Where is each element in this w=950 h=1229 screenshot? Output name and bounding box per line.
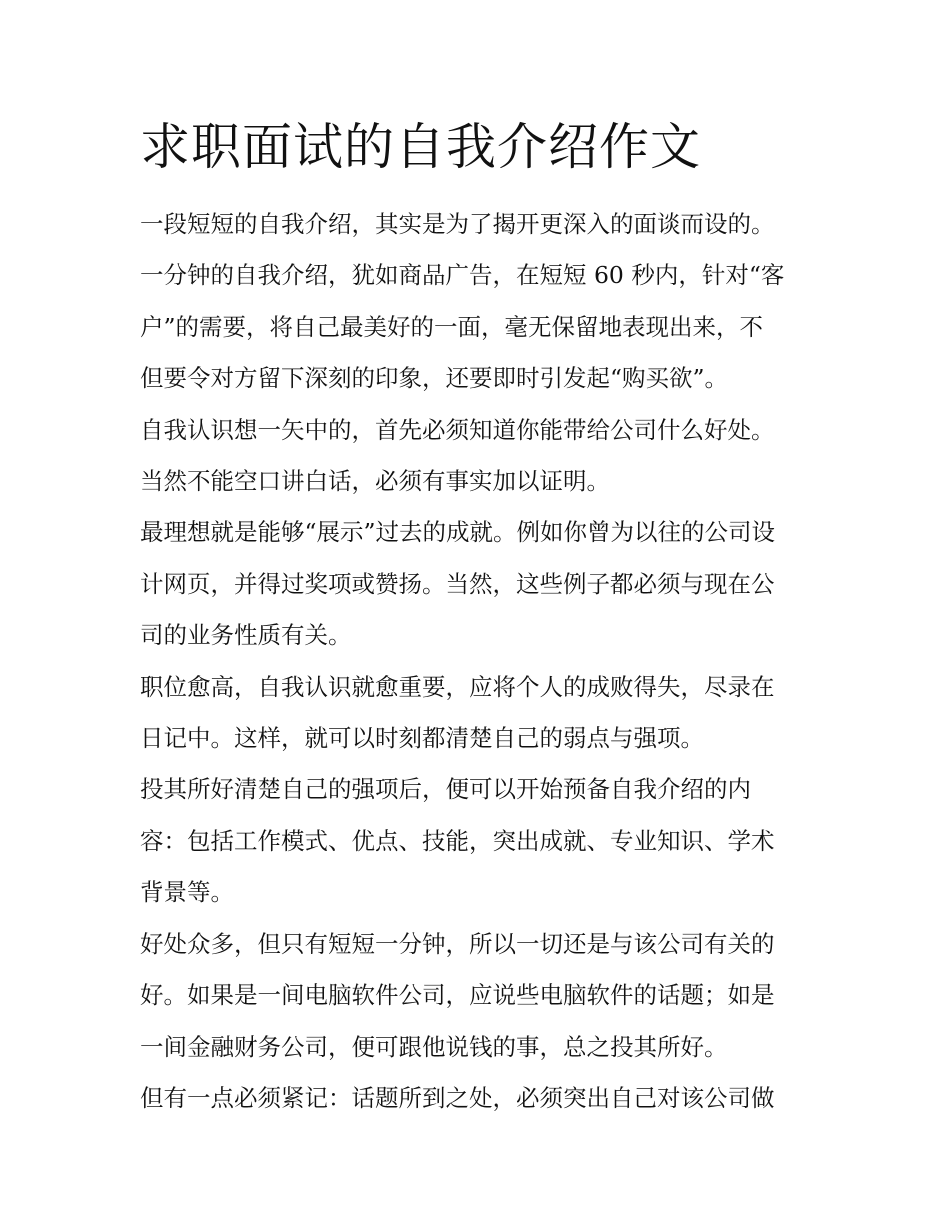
paragraph-3: 最理想就是能够“展示”过去的成就。例如你曾为以往的公司设 计网页，并得过奖项或赞扬。当然，这些例子都必须与现在公 司的业务性质有关。 (140, 518, 776, 650)
paragraph-4: 职位愈高，自我认识就愈重要，应将个人的成败得失，尽录在 日记中。这样，就可以时刻都清楚自己的弱点与强项。 (140, 672, 775, 753)
paragraph-7: 但有一点必须紧记：话题所到之处，必须突出自己对该公司做 (140, 1083, 775, 1112)
paragraph-6: 好处众多，但只有短短一分钟，所以一切还是与该公司有关的 好。如果是一间电脑软件公司，应说些电脑软件的话题；如是 一间金融财务公司，便可跟他说钱的事，总之投其所好。 (140, 929, 775, 1061)
document-title: 求职面试的自我介绍作文 (140, 118, 701, 176)
paragraph-1: 一段短短的自我介绍，其实是为了揭开更深入的面谈而设的。 一分钟的自我介绍，犹如商品广告，在短短 60 秒内，针对“客 户”的需要，将自己最美好的一面，毫无保留地表现出来，不 但要令对方留下深刻的印象，还要即时引发起“购买欲”。 (140, 210, 785, 393)
paragraph-2: 自我认识想一矢中的，首先必须知道你能带给公司什么好处。 当然不能空口讲白话，必须有事实加以证明。 (140, 415, 775, 496)
document-body (140, 199, 816, 1124)
paragraph-5: 投其所好清楚自己的强项后，便可以开始预备自我介绍的内 容：包括工作模式、优点、技能，突出成就、专业知识、学术 背景等。 (140, 775, 775, 907)
